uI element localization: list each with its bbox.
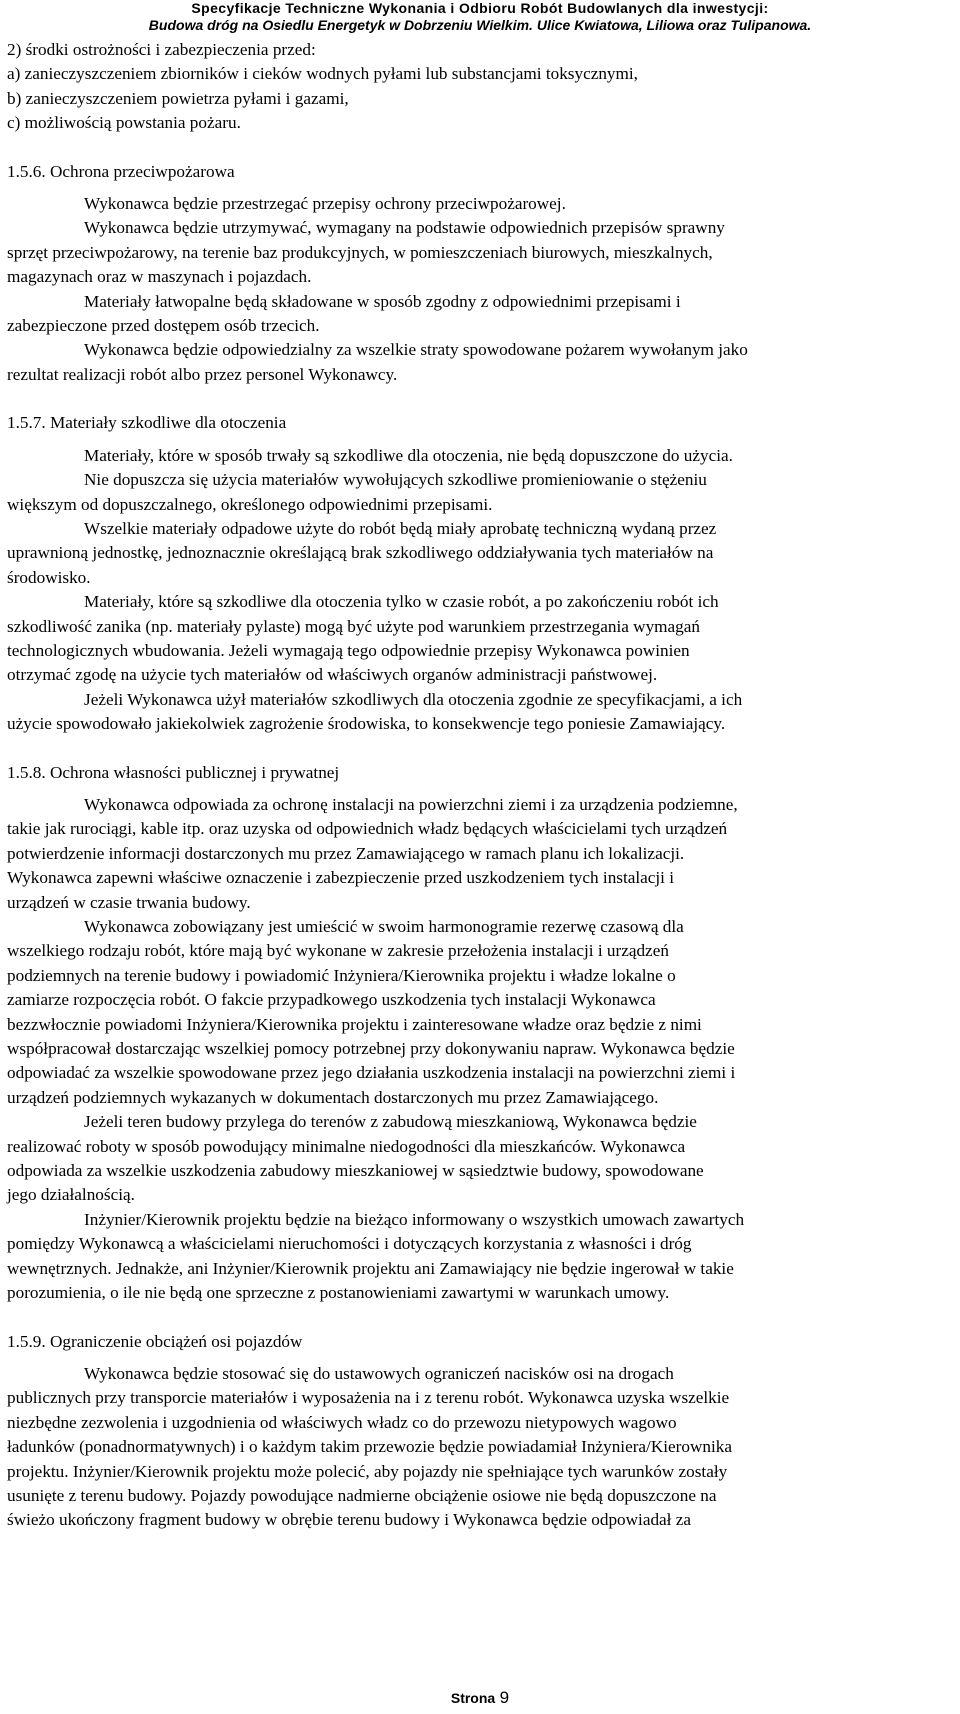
paragraph-line: Wykonawca będzie utrzymywać, wymagany na podstawie odpowiednich przepisów sprawny [84, 218, 725, 238]
paragraph-line: Wykonawca będzie przestrzegać przepisy ochrony przeciwpożarowej. [84, 194, 566, 214]
paragraph-line: usunięte z terenu budowy. Pojazdy powodujące nadmierne obciążenie osiowe nie będą dopuszczone na [7, 1485, 717, 1505]
paragraph-line: Jeżeli teren budowy przylega do terenów z zabudową mieszkaniową, Wykonawca będzie [84, 1112, 697, 1132]
paragraph-line: publicznych przy transporcie materiałów i wyposażenia na i z terenu robót. Wykonawca uzyska wszelkie [7, 1388, 730, 1408]
paragraph-line: urządzeń podziemnych wykazanych w dokumentach dostarczonych mu przez Zamawiającego. [7, 1087, 659, 1107]
section-heading: 1.5.9. Ograniczenie obciążeń osi pojazdów [7, 1331, 303, 1351]
paragraph-line: podziemnych na terenie budowy i powiadomić Inżyniera/Kierownika projektu i władze lokalne o [7, 965, 676, 985]
paragraph-line: współpracował dostarczając wszelkiej pomocy potrzebnej przy dokonywaniu napraw. Wykonawca będzie [7, 1039, 735, 1059]
paragraph-line: Inżynier/Kierownik projektu będzie na bieżąco informowany o wszystkich umowach zawartych [84, 1209, 745, 1229]
paragraph-line: Jeżeli Wykonawca użył materiałów szkodliwych dla otoczenia zgodnie ze specyfikacjami, a ich [84, 689, 743, 709]
section-heading: 1.5.8. Ochrona własności publicznej i prywatnej [7, 762, 340, 782]
paragraph-line: Materiały łatwopalne będą składowane w sposób zgodny z odpowiednimi przepisami i [84, 291, 681, 311]
paragraph-line: Wykonawca zapewni właściwe oznaczenie i zabezpieczenie przed uszkodzeniem tych instalacji i [7, 868, 675, 888]
paragraph-line: ładunków (ponadnormatywnych) i o każdym takim przewozie będzie powiadamiał Inżyniera/Kierownika [7, 1437, 732, 1457]
paragraph-line: jego działalnością. [7, 1185, 135, 1205]
paragraph-line: realizować roboty w sposób powodujący minimalne niedogodności dla mieszkańców. Wykonawca [7, 1136, 686, 1156]
paragraph-line: większym od dopuszczalnego, określonego odpowiednimi przepisami. [7, 494, 493, 514]
paragraph-line: odpowiada za wszelkie uszkodzenia zabudowy mieszkaniowej w sąsiedztwie budowy, spowodowane [7, 1161, 704, 1181]
page-label: Strona [450, 1690, 496, 1706]
paragraph-line: pomiędzy Wykonawcą a właścicielami nieruchomości i dotyczących korzystania z własności i dróg [7, 1234, 692, 1254]
list-item: a) zanieczyszczeniem zbiorników i cieków wodnych pyłami lub substancjami toksycznymi, [7, 64, 638, 84]
paragraph-line: świeżo ukończony fragment budowy w obrębie terenu budowy i Wykonawca będzie odpowiadał za [7, 1510, 692, 1530]
paragraph-line: uprawnioną jednostkę, jednoznacznie określającą brak szkodliwego oddziaływania tych materiałów na [7, 543, 714, 563]
paragraph-line: użycie spowodowało jakiekolwiek zagrożenie środowiska, to konsekwencje tego poniesie Zamawiający. [7, 714, 726, 734]
paragraph-line: potwierdzenie informacji dostarczonych mu przez Zamawiającego w ramach planu ich lokalizacji. [7, 843, 685, 863]
paragraph-line: rezultat realizacji robót albo przez personel Wykonawcy. [7, 364, 398, 384]
paragraph-line: technologicznych wbudowania. Jeżeli wymagają tego odpowiednie przepisy Wykonawca powinien [7, 640, 690, 660]
paragraph-line: sprzęt przeciwpożarowy, na terenie baz produkcyjnych, w pomieszczeniach biurowych, mieszkalnych, [7, 242, 713, 262]
paragraph-line: wszelkiego rodzaju robót, które mają być wykonane w zakresie przełożenia instalacji i urządzeń [7, 941, 669, 961]
page-number: 9 [499, 1688, 510, 1707]
paragraph-line: Wykonawca odpowiada za ochronę instalacji na powierzchni ziemi i za urządzenia podziemne, [84, 794, 738, 814]
paragraph-line: Materiały, które w sposób trwały są szkodliwe dla otoczenia, nie będą dopuszczone do użycia. [84, 445, 733, 465]
list-item: c) możliwością powstania pożaru. [7, 113, 241, 133]
paragraph-line: niezbędne zezwolenia i uzgodnienia od właściwych władz co do przewozu nietypowych wagowo [7, 1412, 677, 1432]
page-header [0, 0, 960, 34]
list-intro: 2) środki ostrożności i zabezpieczenia przed: [7, 40, 316, 59]
header-title: Specyfikacje Techniczne Wykonania i Odbioru Robót Budowlanych dla inwestycji: [191, 0, 769, 16]
paragraph-line: zamiarze rozpoczęcia robót. O fakcie przypadkowego uszkodzenia tych instalacji Wykonawca [7, 990, 656, 1010]
paragraph-line: otrzymać zgodę na użycie tych materiałów od właściwych organów administracji państwowej. [7, 665, 658, 685]
paragraph-line: odpowiadać za wszelkie spowodowane przez jego działania uszkodzenia instalacji na powierzchni ziemi i [7, 1063, 736, 1083]
paragraph-line: Wykonawca będzie stosować się do ustawowych ograniczeń nacisków osi na drogach [84, 1363, 674, 1383]
paragraph-line: Wykonawca będzie odpowiedzialny za wszelkie straty spowodowane pożarem wywołanym jako [84, 340, 748, 360]
paragraph-line: wewnętrznych. Jednakże, ani Inżynier/Kierownik projektu ani Zamawiający nie będzie ingerował w takie [7, 1258, 734, 1278]
page-footer [0, 1688, 960, 1708]
document-body [7, 38, 953, 1533]
header-subtitle: Budowa dróg na Osiedlu Energetyk w Dobrzeniu Wielkim. Ulice Kwiatowa, Liliowa oraz Tulipanowa. [148, 17, 812, 33]
section-heading: 1.5.7. Materiały szkodliwe dla otoczenia [7, 413, 287, 433]
paragraph-line: środowisko. [7, 567, 91, 587]
paragraph-line: zabezpieczone przed dostępem osób trzecich. [7, 316, 320, 336]
paragraph-line: magazynach oraz w maszynach i pojazdach. [7, 267, 312, 287]
paragraph-line: szkodliwość zanika (np. materiały pylaste) mogą być użyte pod warunkiem przestrzegania wymagań [7, 616, 700, 636]
section-heading: 1.5.6. Ochrona przeciwpożarowa [7, 161, 235, 181]
paragraph-line: bezzwłocznie powiadomi Inżyniera/Kierownika projektu i zainteresowane władze oraz będzie z nimi [7, 1014, 702, 1034]
paragraph-line: Wykonawca zobowiązany jest umieścić w swoim harmonogramie rezerwę czasową dla [84, 917, 684, 936]
paragraph-line: Materiały, które są szkodliwe dla otoczenia tylko w czasie robót, a po zakończeniu robót ich [84, 592, 719, 612]
list-item: b) zanieczyszczeniem powietrza pyłami i gazami, [7, 88, 349, 108]
paragraph-line: takie jak rurociągi, kable itp. oraz uzyska od odpowiednich władz będących właścicielami tych urządzeń [7, 819, 728, 839]
paragraph-line: urządzeń w czasie trwania budowy. [7, 892, 251, 912]
paragraph-line: Wszelkie materiały odpadowe użyte do robót będą miały aprobatę techniczną wydaną przez [84, 518, 717, 538]
paragraph-line: projektu. Inżynier/Kierownik projektu może polecić, aby pojazdy nie spełniające tych warunków zostały [7, 1461, 728, 1481]
paragraph-line: Nie dopuszcza się użycia materiałów wywołujących szkodliwe promieniowanie o stężeniu [84, 470, 707, 490]
paragraph-line: porozumienia, o ile nie będą one sprzeczne z postanowieniami zawartymi w warunkach umowy. [7, 1283, 670, 1303]
